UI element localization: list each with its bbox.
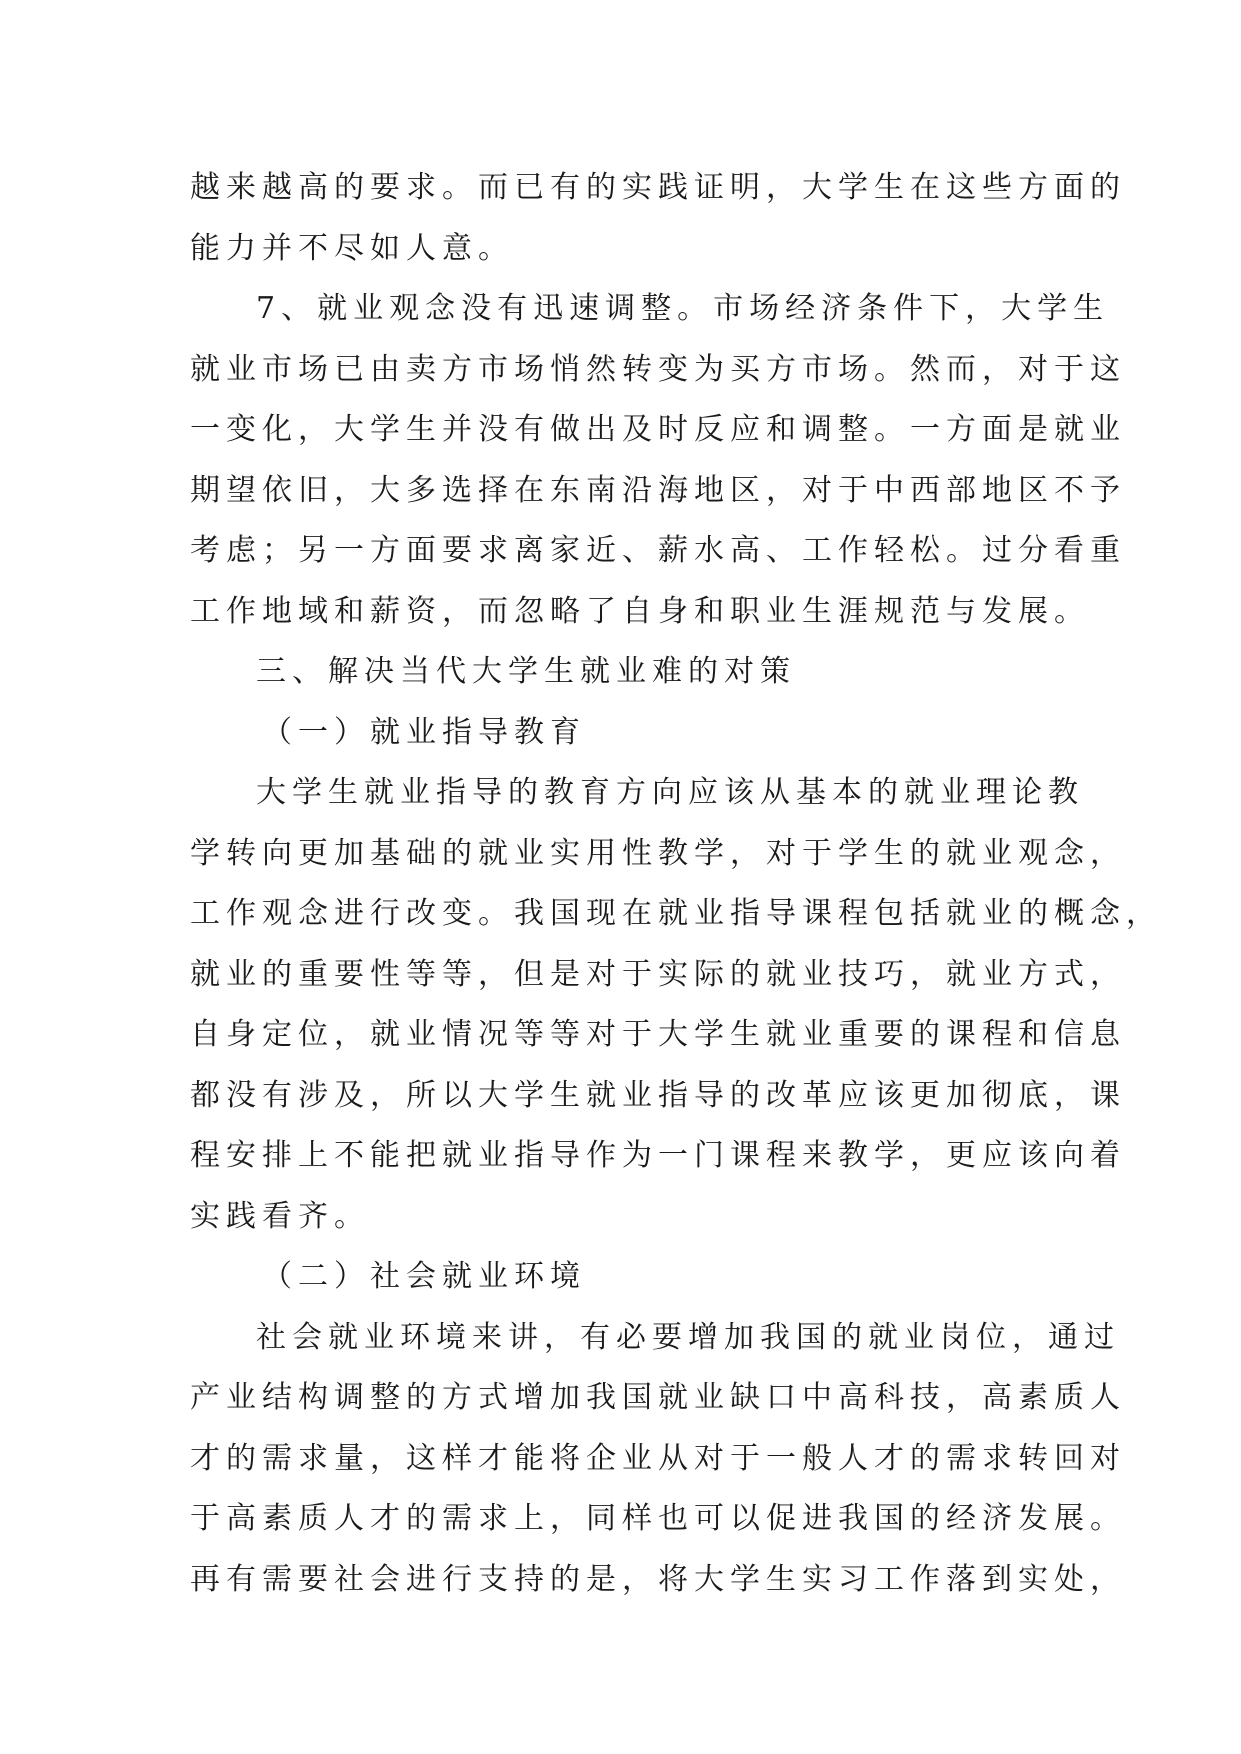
- text-line: 7、就业观念没有迅速调整。市场经济条件下，大学生: [256, 291, 1110, 326]
- text-line: 于高素质人才的需求上，同样也可以促进我国的经济发展。: [190, 1501, 1126, 1536]
- text-line: 才的需求量，这样才能将企业从对于一般人才的需求转回对: [190, 1440, 1126, 1476]
- text-line: 就业市场已由卖方市场悄然转变为买方市场。然而，对于这: [190, 351, 1126, 387]
- text-line: 工作观念进行改变。我国现在就业指导课程包括就业的概念，: [190, 896, 1162, 931]
- text-line: 程安排上不能把就业指导作为一门课程来教学，更应该向着: [190, 1138, 1126, 1173]
- text-line: 工作地域和薪资，而忽略了自身和职业生涯规范与发展。: [190, 593, 1090, 629]
- text-line: 自身定位，就业情况等等对于大学生就业重要的课程和信息: [190, 1017, 1126, 1052]
- text-line: 就业的重要性等等，但是对于实际的就业技巧，就业方式，: [190, 956, 1126, 992]
- text-line: 越来越高的要求。而已有的实践证明，大学生在这些方面的: [190, 170, 1126, 205]
- text-line: 学转向更加基础的就业实用性教学，对于学生的就业观念，: [190, 835, 1126, 871]
- text-line: 实践看齐。: [190, 1198, 370, 1234]
- text-line: 都没有涉及，所以大学生就业指导的改革应该更加彻底，课: [190, 1077, 1126, 1113]
- text-line: 产业结构调整的方式增加我国就业缺口中高科技，高素质人: [190, 1380, 1126, 1415]
- text-line: 大学生就业指导的教育方向应该从基本的就业理论教: [256, 775, 1084, 810]
- text-line: 能力并不尽如人意。: [190, 230, 514, 266]
- text-line: 再有需要社会进行支持的是，将大学生实习工作落到实处，: [190, 1561, 1126, 1597]
- text-line: 三、解决当代大学生就业难的对策: [256, 654, 796, 689]
- text-line: 社会就业环境来讲，有必要增加我国的就业岗位，通过: [256, 1319, 1120, 1355]
- text-line: 一变化，大学生并没有做出及时反应和调整。一方面是就业: [190, 412, 1126, 447]
- text-line: 考虑；另一方面要求离家近、薪水高、工作轻松。过分看重: [190, 533, 1126, 568]
- text-line: （一）就业指导教育: [262, 714, 586, 750]
- text-line: （二）社会就业环境: [262, 1259, 586, 1294]
- document-body: [190, 158, 1162, 1610]
- text-line: 期望依旧，大多选择在东南沿海地区，对于中西部地区不予: [190, 472, 1126, 508]
